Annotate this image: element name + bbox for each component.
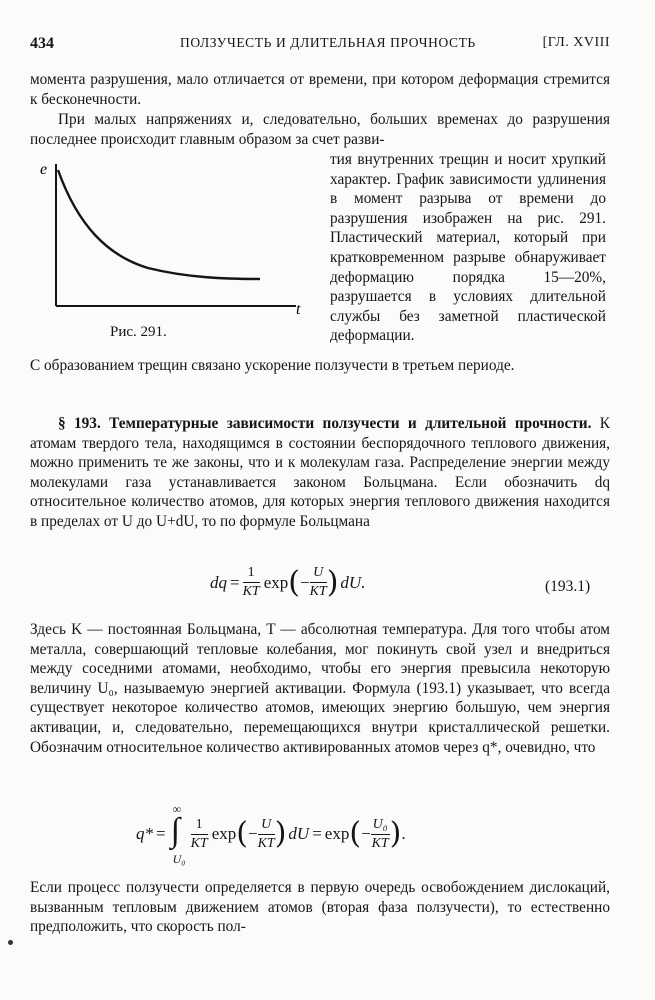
eq2-u0-num: U₀ [371,818,390,835]
elongation-time-graph [38,156,308,326]
equation-193-1 [210,566,365,599]
eq1-minus: − [299,572,310,592]
paragraph-crack-acceleration: С образованием трещин связано ускорение ползучести в третьем периоде. [30,357,515,374]
eq2-frac-num: 1 [191,818,208,835]
section-193 [30,414,610,532]
eq2-paren-open: ( [236,816,248,851]
eq2-upper-limit: ∞ [172,802,182,816]
eq1-u-den: KT [309,584,327,599]
eq2-paren-close-2: ) [389,816,402,851]
paragraph-continuation: момента разрушения, мало отличается от времени, при котором деформация стремится к бесконечности. [30,71,610,108]
elongation-curve [58,170,260,279]
eq2-u0-fraction [371,818,390,851]
eq2-u0-den: KT [371,835,389,851]
section-text: К атомам твердого тела, находящимся в состоянии беспорядочного теплового движения, можно применить те же законы, что и к молекулам газа. Распределение энергии между молекулами газа устанавливается законом Больцмана. Если обозначить dq относительное количество атомов, для которых энергия теплового движения находится в пределах от U до U+dU, то по формуле Больцмана [30,415,610,530]
eq2-paren-open-2: ( [349,816,362,851]
paragraph-dislocations: Если процесс ползучести определяется в первую очередь освобождением дислокаций, вызванным тепловым движением атомов (вторая фаза ползучести), то естественно предположить, что скорость пол- [30,879,610,936]
eq2-minus-2: − [361,824,371,843]
eq2-equals: = [156,824,166,843]
paragraph-wrap-text: тия внутренних трещин и носит хрупкий характер. График зависимости удлинения в момент разрыва от времени до разрушения изображен на рис. 291. Пластический материал, который при кратковременном разрыве обнаруживает деформацию порядка 15—20%, разрушается в условиях длительной службы без заметной пластической деформации. [330,151,606,345]
eq2-exp: exp [211,824,237,843]
eq1-u-fraction [310,566,327,599]
eq2-equals-2: = [312,824,322,843]
running-header [30,35,610,57]
eq1-u-num: U [310,566,327,583]
chapter-label: [ГЛ. XVIII [542,35,610,50]
eq2-minus: − [247,824,258,843]
y-axis-label: e [40,161,48,178]
eq1-equals: = [230,572,240,592]
eq2-fraction [191,818,208,851]
eq2-exp-2: exp [324,824,350,843]
eq1-exp: exp [263,572,289,592]
eq2-frac-den: KT [190,835,208,851]
scan-speck [8,940,13,945]
figure-caption: Рис. 291. [110,324,167,340]
eq2-integral [169,802,191,866]
paragraph-activation-energy: Здесь K — постоянная Больцмана, T — абсолютная температура. Для того чтобы атом металла, совершающий тепловые колебания, мог покинуть свой узел и внедриться между соседними атомами, необходимо, чтобы его энергия превысила некоторую величину U₀, называемую энергией активации. Формула (193.1) указывает, что всегда существует некоторое количество атомов, имеющих энергию большую, чем энергия активации, и, следовательно, перемещающихся внутри кристаллической решетки. Обозначим относительное количество активированных атомов через q*, очевидно, что [30,621,610,756]
figure-291 [38,156,308,326]
eq1-paren-close: ) [326,564,339,600]
equation-q-star [136,802,406,866]
eq2-integral-sign: ∫ [170,812,180,849]
eq2-paren-close: ) [274,816,287,851]
eq2-lhs: q* [136,824,153,843]
eq2-end: . [401,824,406,843]
eq1-lhs: dq [210,572,227,592]
eq2-u-den: KT [257,835,275,851]
eq2-lower-limit: U₀ [172,852,186,866]
paragraph-creep-intro: При малых напряжениях и, следовательно, больших временах до разрушения последнее происходит главным образом за счет разви- [30,111,610,148]
eq2-u-fraction [258,818,275,851]
x-axis-label: t [296,301,301,318]
eq1-fraction [243,566,260,599]
page-number: 434 [30,35,54,52]
eq2-du: dU [288,824,310,843]
eq1-frac-den: KT [242,584,260,599]
equation-number: (193.1) [545,578,591,595]
eq1-frac-num: 1 [243,566,260,583]
section-title: § 193. Температурные зависимости ползучести и длительной прочности. [58,415,592,432]
eq1-paren-open: ( [288,564,300,600]
eq2-u-num: U [258,818,275,835]
eq1-tail: dU. [340,572,366,592]
running-title: ПОЛЗУЧЕСТЬ И ДЛИТЕЛЬНАЯ ПРОЧНОСТЬ [180,35,476,50]
